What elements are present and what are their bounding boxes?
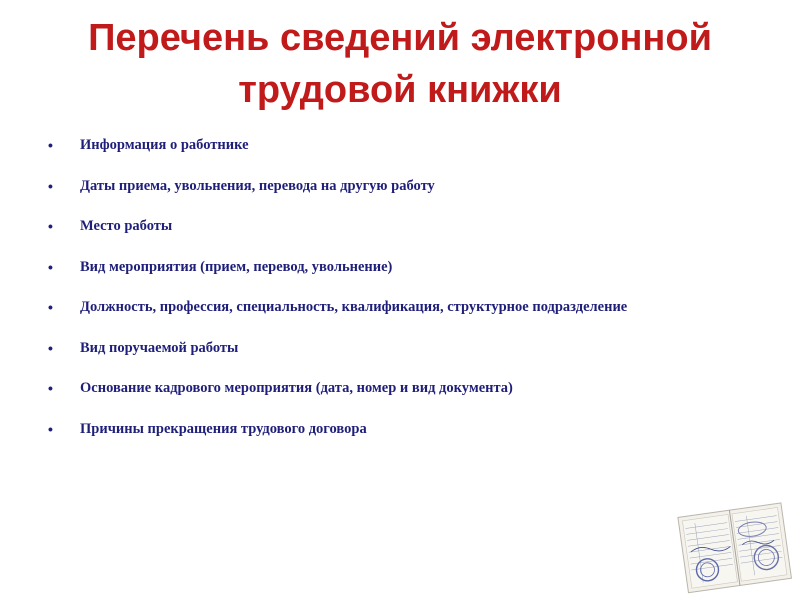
list-item-text: Информация о работнике bbox=[80, 137, 249, 153]
bullet-icon: • bbox=[48, 177, 53, 194]
bullet-icon: • bbox=[48, 137, 53, 153]
bullet-icon: • bbox=[48, 258, 53, 275]
title-line-2: трудовой книжки bbox=[238, 69, 562, 111]
list-item bbox=[48, 136, 768, 177]
list-item-text: Вид мероприятия (прием, перевод, увольнение) bbox=[80, 258, 393, 275]
list-item-text: Должность, профессия, специальность, квалификация, структурное подразделение bbox=[80, 299, 628, 315]
list-item bbox=[48, 217, 768, 258]
page-title bbox=[0, 12, 800, 116]
list-item bbox=[48, 420, 768, 461]
list-item bbox=[48, 339, 768, 380]
employment-record-book-icon bbox=[668, 488, 798, 598]
list-item bbox=[48, 258, 768, 299]
bullet-icon: • bbox=[48, 380, 53, 396]
list-item-text: Даты приема, увольнения, перевода на другую работу bbox=[80, 177, 435, 194]
list-item bbox=[48, 298, 768, 339]
list-item-text: Причины прекращения трудового договора bbox=[80, 420, 367, 437]
list-item-text: Место работы bbox=[80, 218, 173, 234]
list-item-text: Вид поручаемой работы bbox=[80, 339, 239, 356]
list-item bbox=[48, 177, 768, 218]
list-item-text: Основание кадрового мероприятия (дата, номер и вид документа) bbox=[80, 380, 513, 396]
list-item bbox=[48, 379, 768, 420]
bullet-icon: • bbox=[48, 420, 53, 437]
bullet-list bbox=[48, 136, 768, 460]
title-line-1: Перечень сведений электронной bbox=[88, 17, 712, 59]
bullet-icon: • bbox=[48, 299, 53, 315]
bullet-icon: • bbox=[48, 339, 53, 356]
bullet-icon: • bbox=[48, 218, 53, 234]
